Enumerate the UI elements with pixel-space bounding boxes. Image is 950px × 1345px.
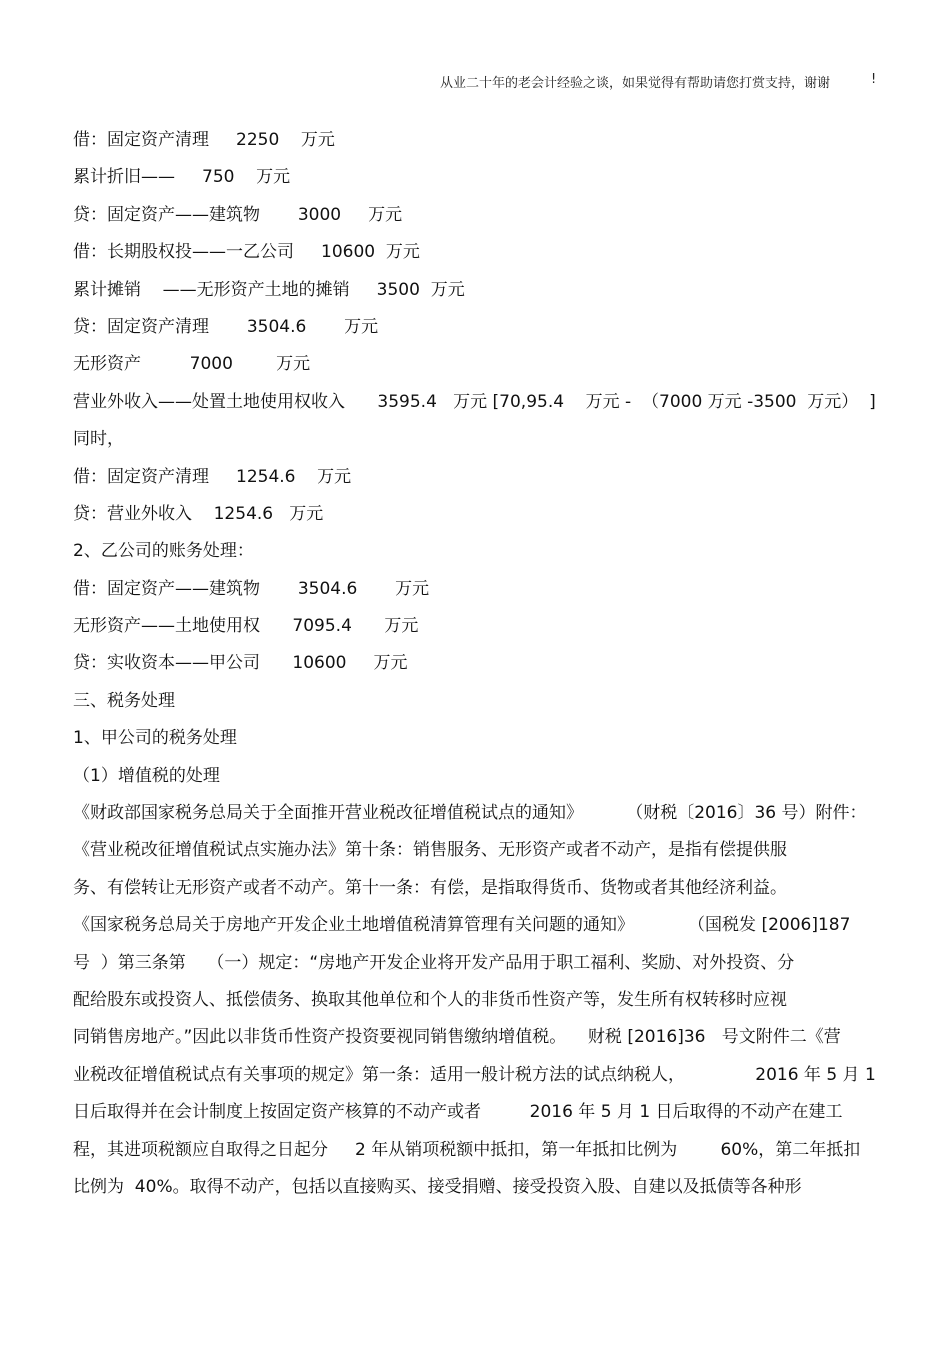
document-body (73, 122, 885, 1206)
text-line: 贷：营业外收入 1254.6 万元 (73, 503, 324, 524)
header-note: 从业二十年的老会计经验之谈，如果觉得有帮助请您打赏支持，谢谢 (440, 76, 831, 91)
section-heading: 2、乙公司的账务处理： (73, 541, 254, 562)
section-heading: （1）增值税的处理 (73, 765, 220, 786)
text-line: 贷：实收资本——甲公司 10600 万元 (73, 653, 408, 674)
text-line: 无形资产——土地使用权 7095.4 万元 (73, 616, 419, 637)
text-line: 务、有偿转让无形资产或者不动产。第十一条：有偿，是指取得货币、货物或者其他经济利益。 (73, 877, 787, 898)
section-heading: 1、甲公司的税务处理 (73, 728, 237, 749)
text-line: 营业外收入——处置土地使用权收入 3595.4 万元 [70,95.4 万元 - （7000 万元 -3500 万元） ] (73, 391, 876, 412)
text-line: 《营业税改征增值税试点实施办法》第十条：销售服务、无形资产或者不动产，是指有偿提供服 (73, 840, 787, 861)
text-line: 《财政部国家税务总局关于全面推开营业税改征增值税试点的通知》 （财税〔2016〕36 号）附件： (73, 803, 867, 824)
text-line: 贷：固定资产——建筑物 3000 万元 (73, 204, 403, 225)
text-line: 借：固定资产清理 1254.6 万元 (73, 466, 352, 487)
text-line: 配给股东或投资人、抵偿债务、换取其他单位和个人的非货币性资产等，发生所有权转移时应视 (73, 989, 787, 1010)
text-line: 借：长期股权投——一乙公司 10600 万元 (73, 242, 420, 263)
text-line: 无形资产 7000 万元 (73, 354, 311, 375)
section-heading: 三、税务处理 (73, 690, 175, 711)
text-line: 程，其进项税额应自取得之日起分 2 年从销项税额中抵扣，第一年抵扣比例为 60%，第二年抵扣 (73, 1139, 861, 1160)
text-line: 同销售房地产。”因此以非货币性资产投资要视同销售缴纳增值税。 财税 [2016]36 号文附件二《营 (73, 1027, 841, 1048)
text-line: 借：固定资产——建筑物 3504.6 万元 (73, 578, 430, 599)
text-line: 业税改征增值税试点有关事项的规定》第一条：适用一般计税方法的试点纳税人， 2016 年 5 月 1 (73, 1064, 876, 1085)
text-line: 比例为 40%。取得不动产，包括以直接购买、接受捐赠、接受投资入股、自建以及抵债等各种形 (73, 1176, 802, 1197)
text-line: 同时， (73, 429, 124, 450)
header-exclamation: ! (871, 72, 877, 87)
text-line: 累计摊销 ——无形资产土地的摊销 3500 万元 (73, 279, 465, 300)
text-line: 贷：固定资产清理 3504.6 万元 (73, 316, 379, 337)
text-line: 累计折旧—— 750 万元 (73, 167, 291, 188)
text-line: 号 ）第三条第 （一）规定：“房地产开发企业将开发产品用于职工福利、奖励、对外投资、分 (73, 952, 795, 973)
text-line: 日后取得并在会计制度上按固定资产核算的不动产或者 2016 年 5 月 1 日后取得的不动产在建工 (73, 1102, 843, 1123)
text-line: 借：固定资产清理 2250 万元 (73, 130, 335, 150)
text-line: 《国家税务总局关于房地产开发企业土地增值税清算管理有关问题的通知》 （国税发 [2006]187 (73, 915, 851, 936)
